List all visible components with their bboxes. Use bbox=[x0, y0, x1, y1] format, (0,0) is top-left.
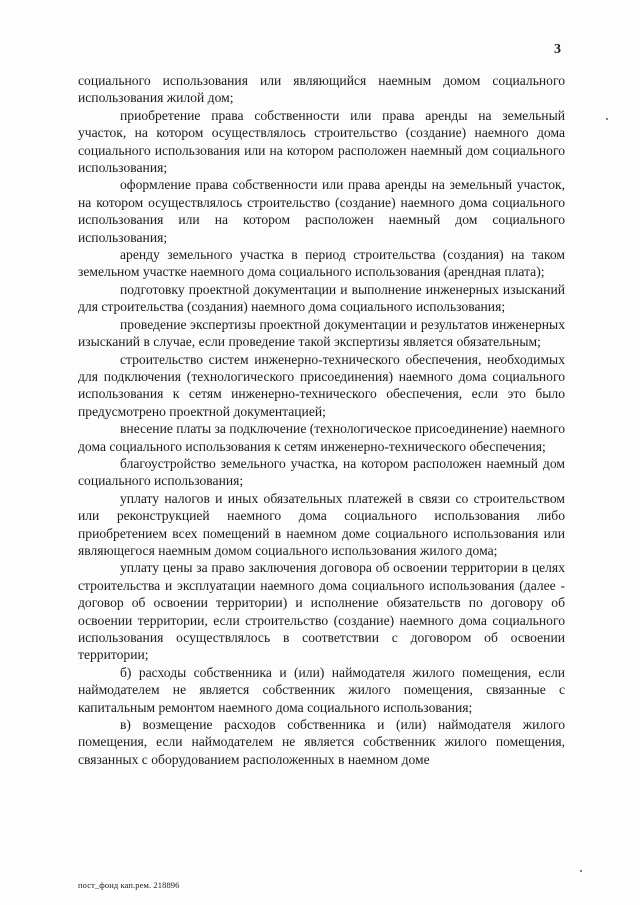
scan-speck bbox=[606, 118, 608, 120]
paragraph: социального использования или являющийся наемным домом социального использования жилой дом; bbox=[78, 73, 565, 106]
paragraph: подготовку проектной документации и выполнение инженерных изысканий для строительства (создания) наемного дома социального использования; bbox=[78, 281, 565, 315]
paragraph: в) возмещение расходов собственника и (или) наймодателя жилого помещения, если наймодателем не является собственник жилого помещения, связанных с оборудованием расположенных в наемном доме bbox=[78, 717, 565, 767]
paragraph: строительство систем инженерно-технического обеспечения, необходимых для подключения (технологического присоединения) наемного дома социального использования к сетям инженерно-технического обеспечения, если это было предусмотрено проектной документацией; bbox=[78, 351, 565, 419]
scan-speck bbox=[580, 870, 582, 872]
paragraph: оформление права собственности или права аренды на земельный участок, на котором осуществлялось строительство (создание) наемного дома социального использования или на котором расположен наемный дом социального использования; bbox=[78, 177, 565, 245]
paragraph: аренду земельного участка в период строительства (создания) на таком земельном участке наемного дома социального использования (арендная плата); bbox=[78, 247, 565, 280]
paragraph: б) расходы собственника и (или) наймодателя жилого помещения, если наймодателем не является собственник жилого помещения, связанные с капитальным ремонтом наемного дома социального использования; bbox=[78, 664, 565, 715]
paragraph: внесение платы за подключение (технологическое присоединение) наемного дома социального использования к сетям инженерно-технического обеспечения; bbox=[78, 421, 566, 454]
footer-reference: пост_фонд кап.рем. 218896 bbox=[78, 880, 180, 890]
paragraph: уплату цены за право заключения договора об освоении территории в целях строительства и эксплуатации наемного дома социального использования (далее - договор об освоении территории) и исполнение обязательств по договору об освоении территории, если строительство (создание) наемного дома социального использования осуществлялось в соответствии с договором об освоении территории; bbox=[78, 560, 565, 663]
paragraph: проведение экспертизы проектной документации и результатов инженерных изысканий в случае, если проведение такой экспертизы является обязательным; bbox=[78, 316, 565, 350]
paragraph: благоустройство земельного участка, на котором расположен наемный дом социального использования; bbox=[78, 455, 565, 489]
paragraph: уплату налогов и иных обязательных платежей в связи со строительством или реконструкцией наемного дома социального использования либо приобретением всех помещений в наемном доме социального использования или являющегося наемным домом социального использования жилого дома; bbox=[78, 490, 565, 558]
paragraph: приобретение права собственности или права аренды на земельный участок, на котором осуществлялось строительство (создание) наемного дома социального использования или на котором расположен наемный дом социального использования; bbox=[78, 107, 565, 176]
document-body bbox=[78, 72, 565, 768]
page-number: 3 bbox=[554, 42, 561, 57]
